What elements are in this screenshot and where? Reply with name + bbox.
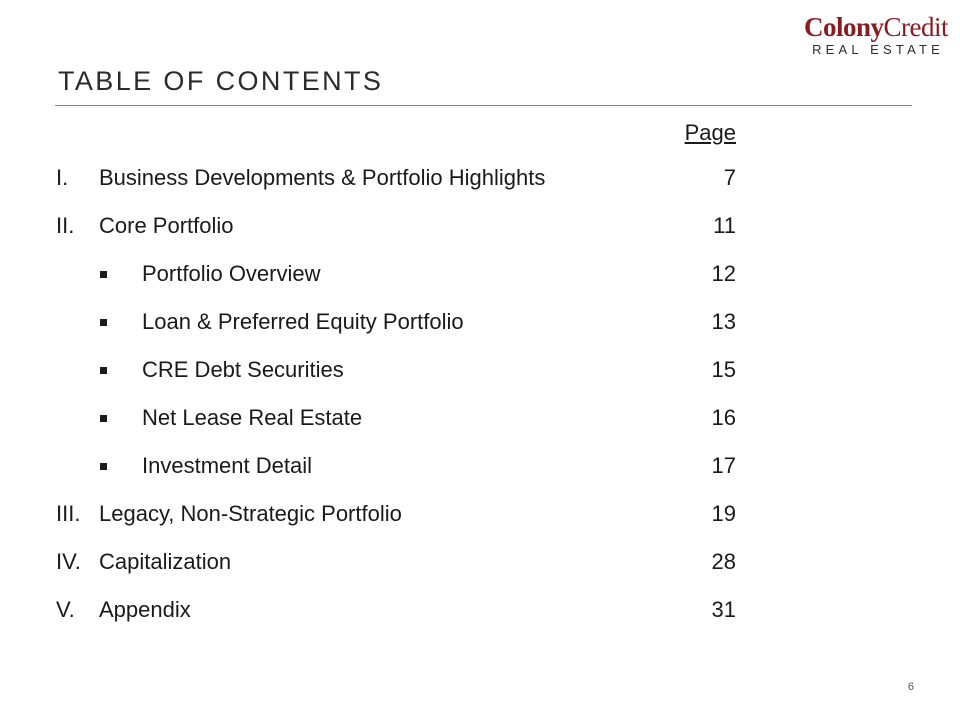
toc-entry-appendix xyxy=(56,586,736,634)
toc-page-number: 19 xyxy=(711,501,736,526)
toc-entry-business-developments xyxy=(56,154,736,202)
toc-numeral: II. xyxy=(56,213,75,238)
toc-label: Net Lease Real Estate xyxy=(142,405,363,430)
toc-numeral: V. xyxy=(56,597,75,622)
square-bullet-icon xyxy=(100,271,107,278)
logo-credit-text: Credit xyxy=(883,12,949,42)
toc-page-number: 12 xyxy=(711,261,736,286)
toc-entry-capitalization xyxy=(56,538,736,586)
title-divider xyxy=(55,105,912,106)
table-of-contents xyxy=(56,118,736,634)
toc-page-number: 31 xyxy=(711,597,736,622)
page-column-header: Page xyxy=(684,120,736,145)
logo-wordmark xyxy=(804,12,949,42)
toc-label: Legacy, Non-Strategic Portfolio xyxy=(99,501,402,526)
toc-page-number: 16 xyxy=(711,405,736,430)
toc-page-number: 17 xyxy=(711,453,736,478)
toc-page-number: 11 xyxy=(713,213,736,238)
toc-numeral: III. xyxy=(56,501,81,526)
logo-colony-text: Colony xyxy=(804,12,884,42)
toc-page-number: 15 xyxy=(711,357,736,382)
toc-label: Capitalization xyxy=(99,549,232,574)
toc-subentry-investment-detail xyxy=(56,442,736,490)
toc-header xyxy=(56,118,736,154)
toc-page-number: 28 xyxy=(711,549,736,574)
square-bullet-icon xyxy=(100,463,107,470)
toc-label: Loan & Preferred Equity Portfolio xyxy=(142,309,464,334)
toc-numeral: IV. xyxy=(56,549,81,574)
toc-subentry-portfolio-overview xyxy=(56,250,736,298)
toc-label: Appendix xyxy=(99,597,191,622)
toc-numeral: I. xyxy=(56,165,69,190)
company-logo xyxy=(804,12,949,57)
toc-label: Business Developments & Portfolio Highlights xyxy=(99,165,546,190)
toc-label: CRE Debt Securities xyxy=(142,357,344,382)
square-bullet-icon xyxy=(100,415,107,422)
toc-entry-legacy-portfolio xyxy=(56,490,736,538)
toc-label: Investment Detail xyxy=(142,453,312,478)
toc-label: Portfolio Overview xyxy=(142,261,321,286)
logo-subtitle: REAL ESTATE xyxy=(812,42,944,57)
toc-page-number: 7 xyxy=(723,165,736,190)
page-title: TABLE OF CONTENTS xyxy=(58,66,384,96)
toc-subentry-loan-preferred-equity xyxy=(56,298,736,346)
square-bullet-icon xyxy=(100,367,107,374)
square-bullet-icon xyxy=(100,319,107,326)
toc-label: Core Portfolio xyxy=(99,213,234,238)
slide-number: 6 xyxy=(907,681,914,693)
toc-entry-core-portfolio xyxy=(56,202,736,250)
toc-subentry-net-lease-real-estate xyxy=(56,394,736,442)
toc-page-number: 13 xyxy=(711,309,736,334)
toc-subentry-cre-debt-securities xyxy=(56,346,736,394)
